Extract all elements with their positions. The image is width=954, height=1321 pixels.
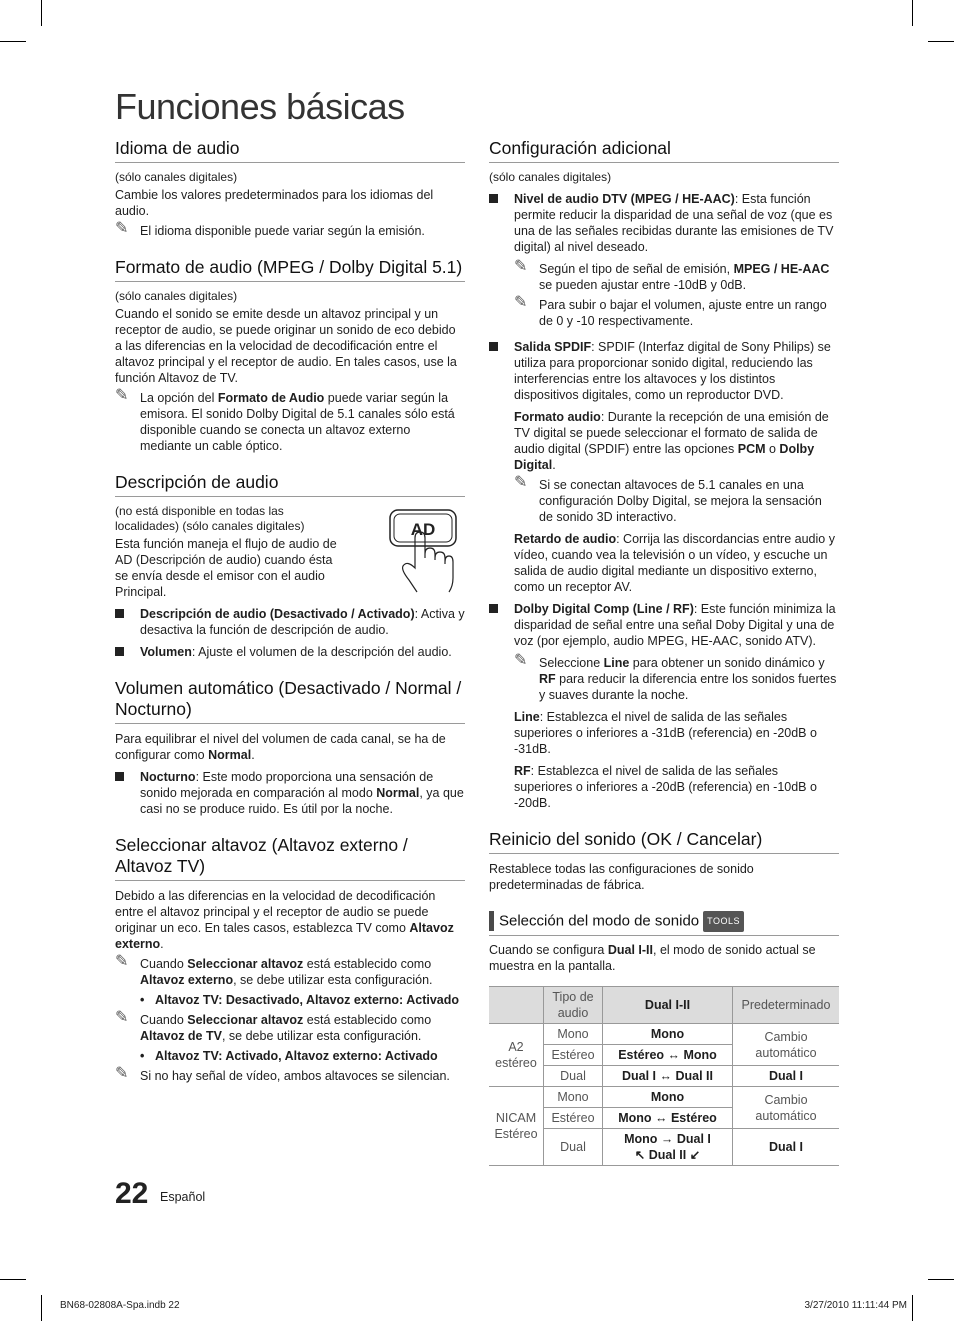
square-bullet-icon	[489, 604, 498, 613]
body-text: Retardo de audio: Corrija las discordancias entre audio y vídeo, cuando vea la televisión o un vídeo, y escuche un salida de audio digital mediante un dispositivo externo, como un receptor AV.	[514, 532, 835, 594]
note: ✎ Para subir o bajar el volumen, ajuste entre un rango de 0 y -10 respectivamente.	[514, 294, 827, 328]
crop-mark	[41, 1295, 42, 1321]
ad-button-hand-icon	[387, 508, 463, 594]
table-row	[489, 1024, 839, 1045]
section-heading: Idioma de audio	[115, 138, 465, 163]
body-text: Line: Establezca el nivel de salida de las señales superiores o inferiores a -31dB (referencia) en -20dB o -31dB.	[514, 710, 817, 756]
square-bullet-icon	[489, 342, 498, 351]
table-header	[489, 987, 544, 1024]
square-bullet-icon	[115, 772, 124, 781]
section-idioma	[115, 138, 465, 239]
body-text: Cuando el sonido se emite desde un altavoz principal y un receptor de audio, se puede originar un sonido de eco debido a las diferencias en la velocidad de decodificación entre el altavoz principal y el receptor de audio. En tales casos, use la función Altavoz de TV.	[115, 307, 457, 385]
square-bullet-icon	[489, 194, 498, 203]
pencil-note-icon: ✎	[115, 953, 129, 970]
bullet-item: Dolby Digital Comp (Line / RF): Este función minimiza la disparidad de señal entre una señal Doby Digital y una de voz (por ejemplo, audio MPEG, HE-AAC, sonido ATV).	[489, 601, 839, 649]
section-descripcion	[115, 472, 465, 660]
table-cell: Dual	[544, 1066, 603, 1087]
body-text: Cuando se configura Dual I-II, el modo de sonido actual se muestra en la pantalla.	[489, 943, 816, 973]
section-heading: Configuración adicional	[489, 138, 839, 163]
body-text: Restablece todas las configuraciones de sonido predeterminadas de fábrica.	[489, 862, 754, 892]
pencil-note-icon: ✎	[115, 387, 129, 404]
crop-mark	[0, 1279, 26, 1280]
note: ✎ El idioma disponible puede variar según la emisión.	[115, 220, 425, 238]
small-note: (sólo canales digitales)	[115, 289, 238, 303]
table-header: Predeterminado	[733, 987, 840, 1024]
small-note: (no está disponible en todas las localidades) (sólo canales digitales)	[115, 504, 305, 533]
table-cell: Dual I	[733, 1066, 840, 1087]
crop-mark	[912, 1295, 913, 1321]
table-cell: Mono	[603, 1087, 733, 1108]
crop-mark	[928, 1279, 954, 1280]
body-text: Esta función maneja el flujo de audio de AD (Descripción de audio) cuando ésta se envía desde el emisor con el audio Principal.	[115, 537, 337, 599]
section-formato	[115, 257, 465, 454]
pencil-note-icon: ✎	[514, 294, 528, 311]
dot-item: • Altavoz TV: Activado, Altavoz externo: Activado	[140, 1049, 438, 1063]
table-cell: Cambio automático	[733, 1087, 840, 1129]
small-note: (sólo canales digitales)	[115, 170, 238, 184]
bullet-item: Nivel de audio DTV (MPEG / HE-AAC): Esta función permite reducir la disparidad de una señal de voz (que es una de las señales recibidas durante las emisiones de TV digital) al nivel deseado.	[489, 191, 839, 255]
square-bullet-icon	[115, 647, 124, 656]
table-cell: Estéreo ↔ Mono	[603, 1045, 733, 1066]
section-seleccion	[489, 911, 839, 1166]
section-heading: Descripción de audio	[115, 472, 465, 497]
subsection-heading: Selección del modo de sonido TOOLS	[489, 911, 839, 936]
note: ✎ Seleccione Line para obtener un sonido dinámico y RF para reducir la diferencia entre los sonidos fuertes y suaves durante la noche.	[514, 652, 837, 702]
bullet-item: Nocturno: Este modo proporciona una sensación de sonido mejorada en comparación al modo Normal, ya que casi no se produce ruido. Es útil por la noche.	[115, 769, 465, 817]
bullet-item: Volumen: Ajuste el volumen de la descripción del audio.	[115, 644, 465, 660]
table-cell: Dual	[544, 1129, 603, 1166]
dot-bullet-icon: •	[140, 1049, 145, 1063]
note: ✎ La opción del Formato de Audio puede variar según la emisora. El sonido Dolby Digital de 5.1 canales sólo está disponible cuando se conecta un altavoz externo mediante un cable óptico.	[115, 387, 455, 453]
tools-badge: TOOLS	[703, 911, 744, 932]
bullet-item: Descripción de audio (Desactivado / Activado): Activa y desactiva la función de descripción de audio.	[115, 606, 465, 638]
section-heading: Formato de audio (MPEG / Dolby Digital 5.1)	[115, 257, 465, 282]
pencil-note-icon: ✎	[514, 258, 528, 275]
bullet-item: Salida SPDIF: SPDIF (Interfaz digital de Sony Philips) se utiliza para proporcionar sonido digital, reduciendo las interferencias entre los altavoces y los distintos dispositivos digitales, como un reproductor DVD.	[489, 339, 839, 403]
table-cell: Estéreo	[544, 1045, 603, 1066]
section-config	[489, 138, 839, 811]
table-header: Dual I-II	[603, 987, 733, 1024]
note: ✎ Si se conectan altavoces de 5.1 canales en una configuración Dolby Digital, se mejora la sensación de sonido 3D interactivo.	[514, 474, 822, 524]
pencil-note-icon: ✎	[514, 474, 528, 491]
page-title: Funciones básicas	[115, 86, 405, 127]
ad-label: AD	[410, 520, 436, 539]
print-slug-right: 3/27/2010 11:11:44 PM	[804, 1300, 907, 1311]
square-bullet-icon	[115, 609, 124, 618]
page-language: Español	[160, 1190, 206, 1204]
table-row	[489, 987, 839, 1024]
table-cell: Mono	[603, 1024, 733, 1045]
section-heading: Volumen automático (Desactivado / Normal / Nocturno)	[115, 678, 465, 724]
note: ✎ Según el tipo de señal de emisión, MPEG / HE-AAC se pueden ajustar entre -10dB y 0dB.	[514, 258, 830, 292]
sound-mode-table	[489, 986, 839, 1166]
pencil-note-icon: ✎	[514, 652, 528, 669]
note: ✎ Si no hay señal de vídeo, ambos altavoces se silencian.	[115, 1065, 450, 1083]
table-cell: NICAM Estéreo	[489, 1087, 544, 1166]
body-text: RF: Establezca el nivel de salida de las señales superiores o inferiores a -20dB (referencia) en -10dB o -20dB.	[514, 764, 817, 810]
page-number: 22	[115, 1177, 149, 1210]
note: ✎ Cuando Seleccionar altavoz está establecido como Altavoz de TV, se debe utilizar esta configuración.	[115, 1009, 432, 1043]
table-row	[489, 1087, 839, 1108]
table-cell: Dual I ↔ Dual II	[603, 1066, 733, 1087]
pencil-note-icon: ✎	[115, 1065, 129, 1082]
table-cell: Dual I	[733, 1129, 840, 1166]
section-reinicio	[489, 829, 839, 893]
crop-mark	[0, 41, 26, 42]
pencil-note-icon: ✎	[115, 220, 129, 237]
right-column	[489, 138, 839, 1184]
body-text: Para equilibrar el nivel del volumen de cada canal, se ha de configurar como Normal.	[115, 732, 446, 762]
table-cell: Mono → Dual I ↖ Dual II ↙	[603, 1129, 733, 1166]
small-note: (sólo canales digitales)	[489, 170, 612, 184]
note: ✎ Cuando Seleccionar altavoz está establecido como Altavoz externo, se debe utilizar esta configuración.	[115, 953, 433, 987]
body-text: Formato audio: Durante la recepción de una emisión de TV digital se puede seleccionar el formato de salida de audio digital (SPDIF) entre las opciones PCM o Dolby Digital.	[514, 410, 829, 472]
crop-mark	[928, 41, 954, 42]
section-volumen	[115, 678, 465, 817]
section-seleccionar	[115, 835, 465, 1084]
left-column	[115, 138, 465, 1102]
crop-mark	[912, 0, 913, 26]
body-text: Debido a las diferencias en la velocidad de decodificación entre el altavoz principal y el receptor de audio se puede originar un eco. En tales casos, establezca TV como Altavoz externo.	[115, 889, 454, 951]
dot-item: • Altavoz TV: Desactivado, Altavoz externo: Activado	[140, 993, 460, 1007]
table-cell: Mono ↔ Estéreo	[603, 1108, 733, 1129]
crop-mark	[41, 0, 42, 26]
section-heading: Reinicio del sonido (OK / Cancelar)	[489, 829, 839, 854]
table-cell: Mono	[544, 1087, 603, 1108]
dot-bullet-icon: •	[140, 993, 145, 1007]
table-cell: A2 estéreo	[489, 1024, 544, 1087]
section-heading: Seleccionar altavoz (Altavoz externo / Altavoz TV)	[115, 835, 465, 881]
table-cell: Cambio automático	[733, 1024, 840, 1066]
print-slug-left: BN68-02808A-Spa.indb 22	[60, 1300, 180, 1311]
table-header: Tipo de audio	[544, 987, 603, 1024]
pencil-note-icon: ✎	[115, 1009, 129, 1026]
table-cell: Mono	[544, 1024, 603, 1045]
body-text: Cambie los valores predeterminados para los idiomas del audio.	[115, 188, 434, 218]
table-cell: Estéreo	[544, 1108, 603, 1129]
